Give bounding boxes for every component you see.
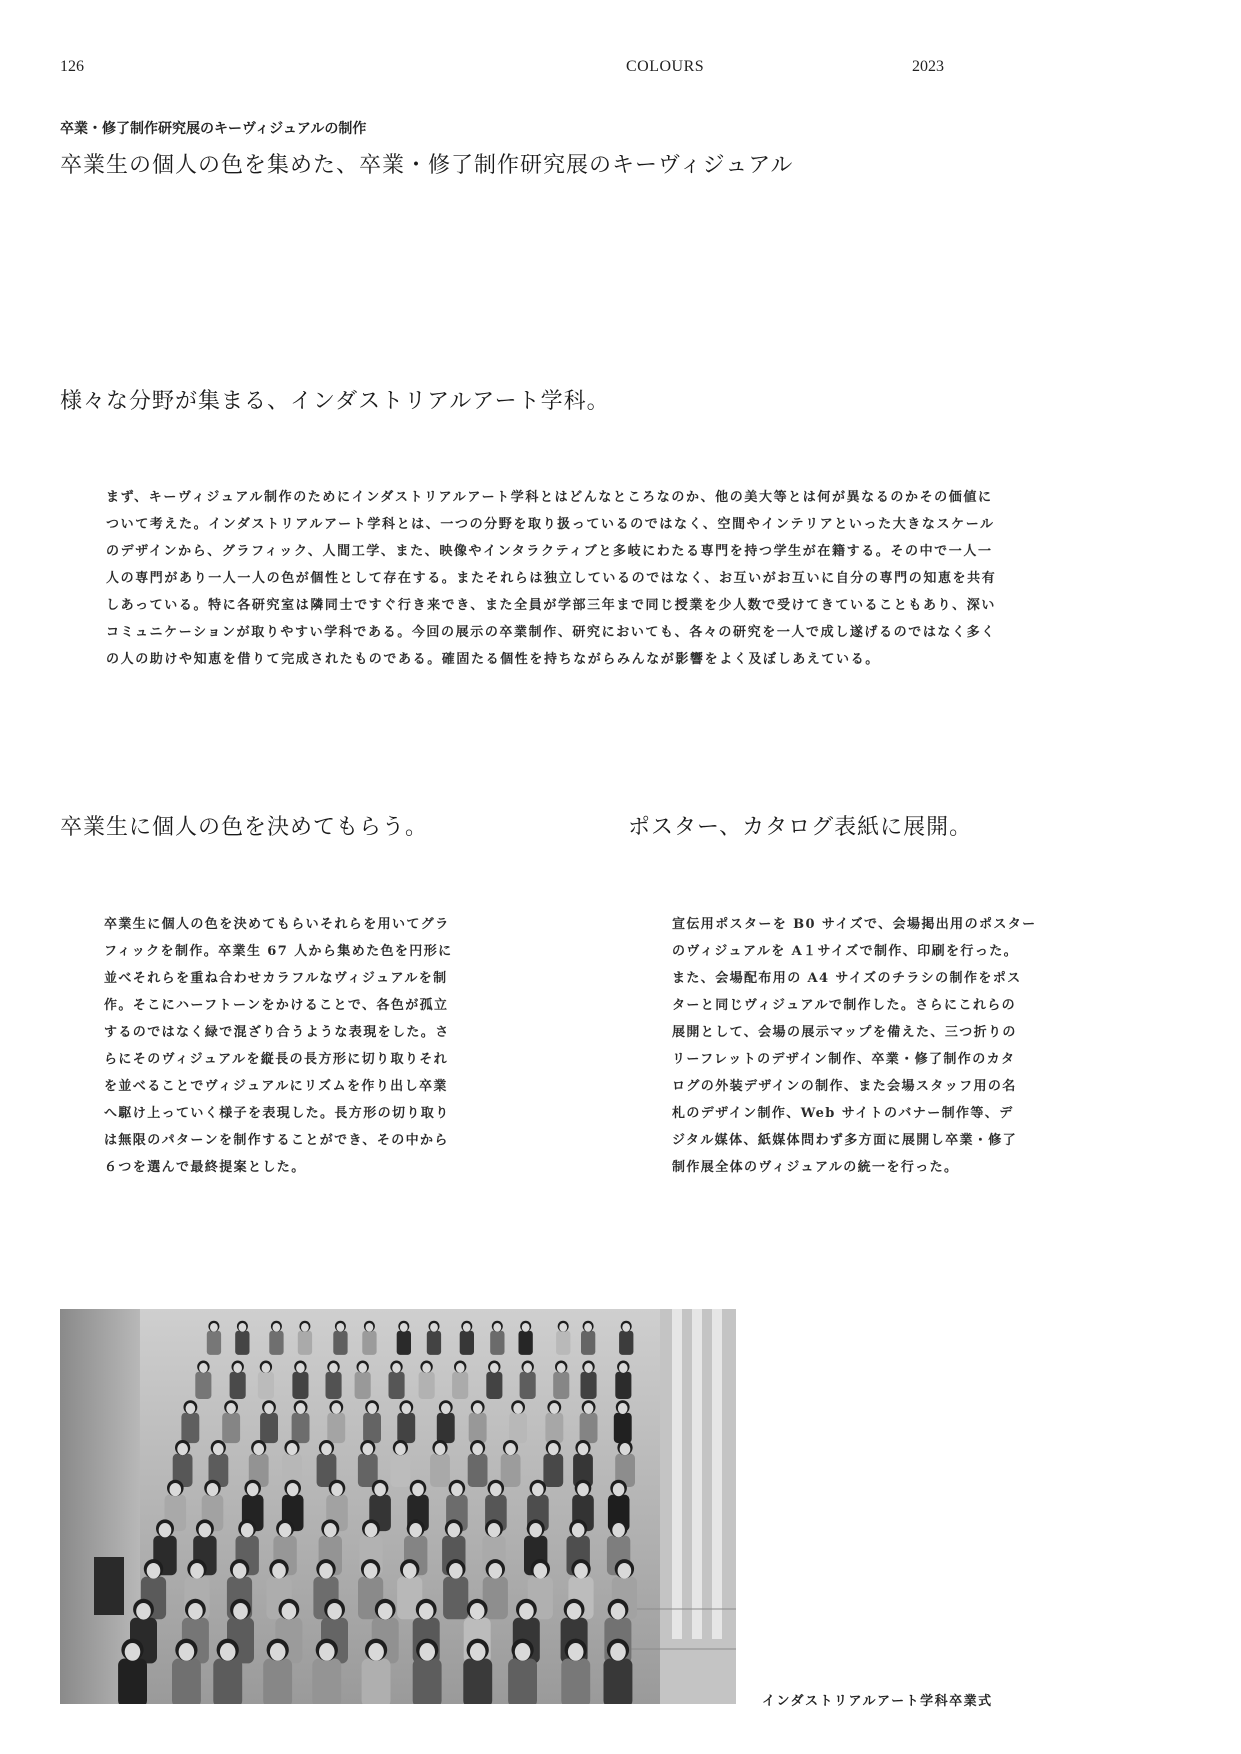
body-line: ６つを選んで最終提案とした。: [104, 1160, 306, 1175]
section-body-poster: [672, 911, 1037, 1181]
body-line: のヴィジュアルを A１サイズで制作、印刷を行った。: [672, 944, 1019, 959]
body-line: ログの外装デザインの制作、また会場スタッフ用の名: [672, 1079, 1017, 1094]
body-line: を並べることでヴィジュアルにリズムを作り出し卒業: [104, 1079, 448, 1094]
article-title: 卒業生の個人の色を集めた、卒業・修了制作研究展のキーヴィジュアル: [60, 153, 794, 178]
body-line: フィックを制作。卒業生 67 人から集めた色を円形に: [104, 944, 453, 959]
body-line: の人の助けや知恵を借りて完成されたものである。確固たる個性を持ちながらみんなが影響をよく及ぼしあえている。: [106, 652, 880, 667]
body-line: らにそのヴィジュアルを縦長の長方形に切り取りそれ: [104, 1052, 449, 1067]
body-line: ターと同じヴィジュアルで制作した。さらにこれらの: [672, 998, 1017, 1013]
body-line: ジタル媒体、紙媒体問わず多方面に展開し卒業・修了: [672, 1133, 1018, 1148]
body-line: 卒業生に個人の色を決めてもらいそれらを用いてグラ: [104, 917, 450, 932]
body-line: へ駆け上っていく様子を表現した。長方形の切り取り: [104, 1106, 450, 1121]
section-heading-poster: ポスター、カタログ表紙に展開。: [628, 815, 973, 840]
body-line: 宣伝用ポスターを B0 サイズで、会場掲出用のポスター: [672, 917, 1037, 932]
section-heading-colors: 卒業生に個人の色を決めてもらう。: [60, 815, 429, 840]
body-line: 札のデザイン制作、Web サイトのバナー制作等、デ: [672, 1106, 1014, 1121]
group-photo: [60, 1309, 736, 1704]
body-line: 人の専門があり一人一人の色が個性として存在する。またそれらは独立しているのではなく、お互いがお互いに自分の専門の知恵を共有: [106, 571, 997, 586]
body-line: コミュニケーションが取りやすい学科である。今回の展示の卒業制作、研究においても、各々の研究を一人で成し遂げるのではなく多く: [106, 625, 996, 640]
issue-year: 2023: [912, 58, 944, 75]
photo-caption: インダストリアルアート学科卒業式: [762, 1694, 993, 1709]
section-body-colors: [104, 911, 453, 1181]
body-line: また、会場配布用の A4 サイズのチラシの制作をポス: [672, 971, 1022, 986]
body-line: 制作展全体のヴィジュアルの統一を行った。: [672, 1160, 959, 1175]
body-line: するのではなく緑で混ざり合うような表現をした。さ: [104, 1025, 450, 1040]
body-line: リーフレットのデザイン制作、卒業・修了制作のカタ: [672, 1052, 1016, 1067]
body-line: 展開として、会場の展示マップを備えた、三つ折りの: [672, 1025, 1017, 1040]
body-line: 並べそれらを重ね合わせカラフルなヴィジュアルを制: [104, 971, 448, 986]
group-photo-illustration: [60, 1309, 736, 1704]
journal-title: COLOURS: [626, 58, 705, 75]
body-line: しあっている。特に各研究室は隣同士ですぐ行き来でき、また全員が学部三年まで同じ授業を少人数で受けてきていることもあり、深い: [106, 598, 996, 613]
body-line: まず、キーヴィジュアル制作のためにインダストリアルアート学科とはどんなところなのか、他の美大等とは何が異なるのかその価値に: [106, 490, 993, 505]
section-heading-departments: 様々な分野が集まる、インダストリアルアート学科。: [60, 389, 610, 414]
article-kicker: 卒業・修了制作研究展のキーヴィジュアルの制作: [60, 121, 367, 137]
body-line: は無限のパターンを制作することができ、その中から: [104, 1133, 449, 1148]
body-line: ついて考えた。インダストリアルアート学科とは、一つの分野を取り扱っているのではなく、空間やインテリアといった大きなスケール: [106, 517, 995, 532]
body-line: 作。そこにハーフトーンをかけることで、各色が孤立: [104, 998, 449, 1013]
page-number: 126: [60, 58, 84, 75]
section-body-departments: [106, 484, 996, 673]
body-line: のデザインから、グラフィック、人間工学、また、映像やインタラクティブと多岐にわたる専門を持つ学生が在籍する。その中で一人一: [106, 544, 993, 559]
